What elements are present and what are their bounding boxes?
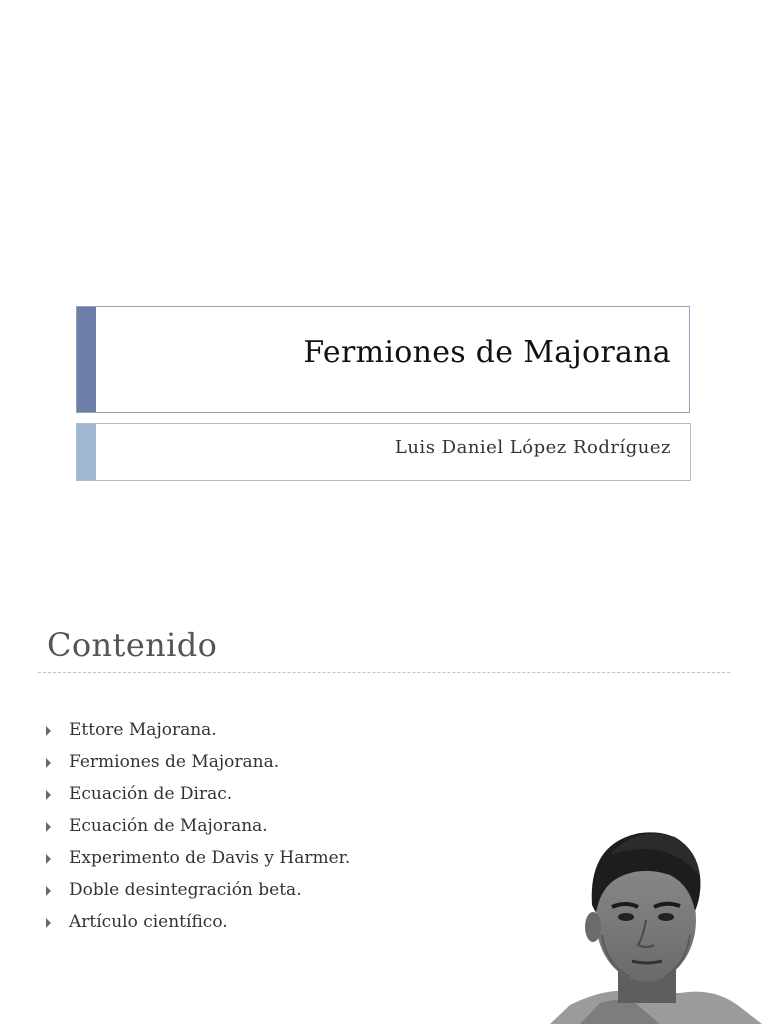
triangle-bullet-icon <box>46 854 51 864</box>
triangle-bullet-icon <box>46 758 51 768</box>
contents-heading: Contenido <box>47 626 218 664</box>
triangle-bullet-icon <box>46 918 51 928</box>
subtitle-box <box>76 423 691 481</box>
list-item-text: Ettore Majorana. <box>69 720 217 740</box>
list-item-text: Experimento de Davis y Harmer. <box>69 848 351 868</box>
author-name: Luis Daniel López Rodríguez <box>394 437 671 458</box>
contents-list <box>46 714 350 938</box>
list-item <box>46 714 350 746</box>
list-item <box>46 906 350 938</box>
title-box <box>76 306 690 413</box>
portrait-illustration <box>540 815 768 1024</box>
list-item <box>46 746 350 778</box>
list-item <box>46 874 350 906</box>
triangle-bullet-icon <box>46 726 51 736</box>
title-accent-bar <box>77 307 96 412</box>
triangle-bullet-icon <box>46 822 51 832</box>
portrait-photo <box>540 815 768 1024</box>
list-item <box>46 810 350 842</box>
list-item-text: Ecuación de Majorana. <box>69 816 268 836</box>
slide-title: Fermiones de Majorana <box>303 335 671 370</box>
list-item <box>46 842 350 874</box>
list-item <box>46 778 350 810</box>
heading-divider <box>38 672 730 673</box>
list-item-text: Fermiones de Majorana. <box>69 752 280 772</box>
subtitle-accent-bar <box>77 424 96 480</box>
list-item-text: Artículo científico. <box>69 912 228 932</box>
list-item-text: Doble desintegración beta. <box>69 880 302 900</box>
triangle-bullet-icon <box>46 790 51 800</box>
triangle-bullet-icon <box>46 886 51 896</box>
list-item-text: Ecuación de Dirac. <box>69 784 233 804</box>
